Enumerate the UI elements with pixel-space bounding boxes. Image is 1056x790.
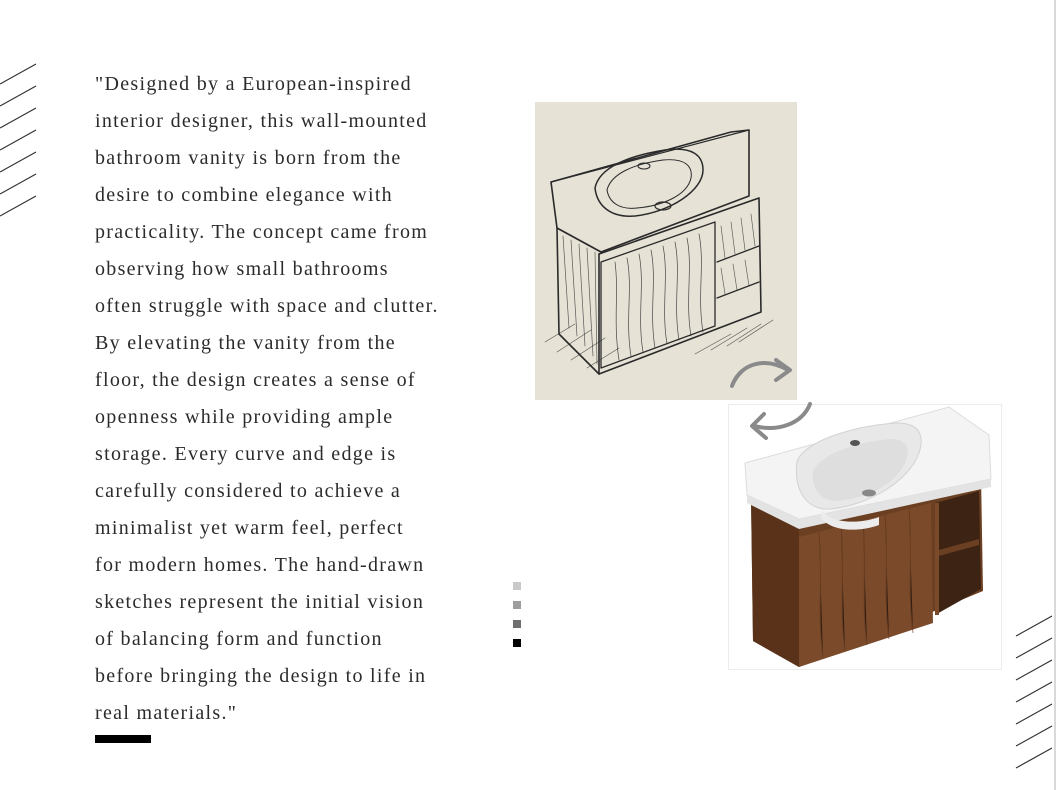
curved-arrow-icon bbox=[748, 400, 814, 446]
quote-line: minimalist yet warm feel, perfect bbox=[95, 517, 404, 539]
quote-line: sketches represent the initial vision bbox=[95, 591, 425, 613]
pagination-dots bbox=[513, 582, 521, 658]
quote-line: storage. Every curve and edge is bbox=[95, 443, 397, 465]
quote-line: By elevating the vanity from the bbox=[95, 332, 396, 354]
diagonal-hatch-decoration-left bbox=[0, 60, 40, 230]
quote-line: desire to combine elegance with bbox=[95, 184, 393, 206]
curved-arrow-icon bbox=[726, 348, 796, 392]
quote-line: interior designer, this wall-mounted bbox=[95, 110, 428, 132]
quote-line: before bringing the design to life in bbox=[95, 665, 427, 687]
quote-line: of balancing form and function bbox=[95, 628, 383, 650]
quote-line: openness while providing ample bbox=[95, 406, 394, 428]
pagination-dot[interactable] bbox=[513, 620, 521, 628]
pagination-dot-active[interactable] bbox=[513, 639, 521, 647]
quote-line: often struggle with space and clutter. bbox=[95, 295, 439, 317]
pagination-dot[interactable] bbox=[513, 582, 521, 590]
accent-bar bbox=[95, 735, 151, 743]
quote-line: practicality. The concept came from bbox=[95, 221, 429, 243]
quote-line: "Designed by a European-inspired bbox=[95, 73, 412, 95]
designer-quote bbox=[95, 66, 500, 732]
quote-line: observing how small bathrooms bbox=[95, 258, 389, 280]
quote-line: carefully considered to achieve a bbox=[95, 480, 402, 502]
quote-line: for modern homes. The hand-drawn bbox=[95, 554, 425, 576]
quote-line: real materials." bbox=[95, 702, 238, 724]
pagination-dot[interactable] bbox=[513, 601, 521, 609]
diagonal-hatch-decoration-right bbox=[1014, 612, 1054, 782]
quote-line: floor, the design creates a sense of bbox=[95, 369, 416, 391]
quote-line: bathroom vanity is born from the bbox=[95, 147, 402, 169]
